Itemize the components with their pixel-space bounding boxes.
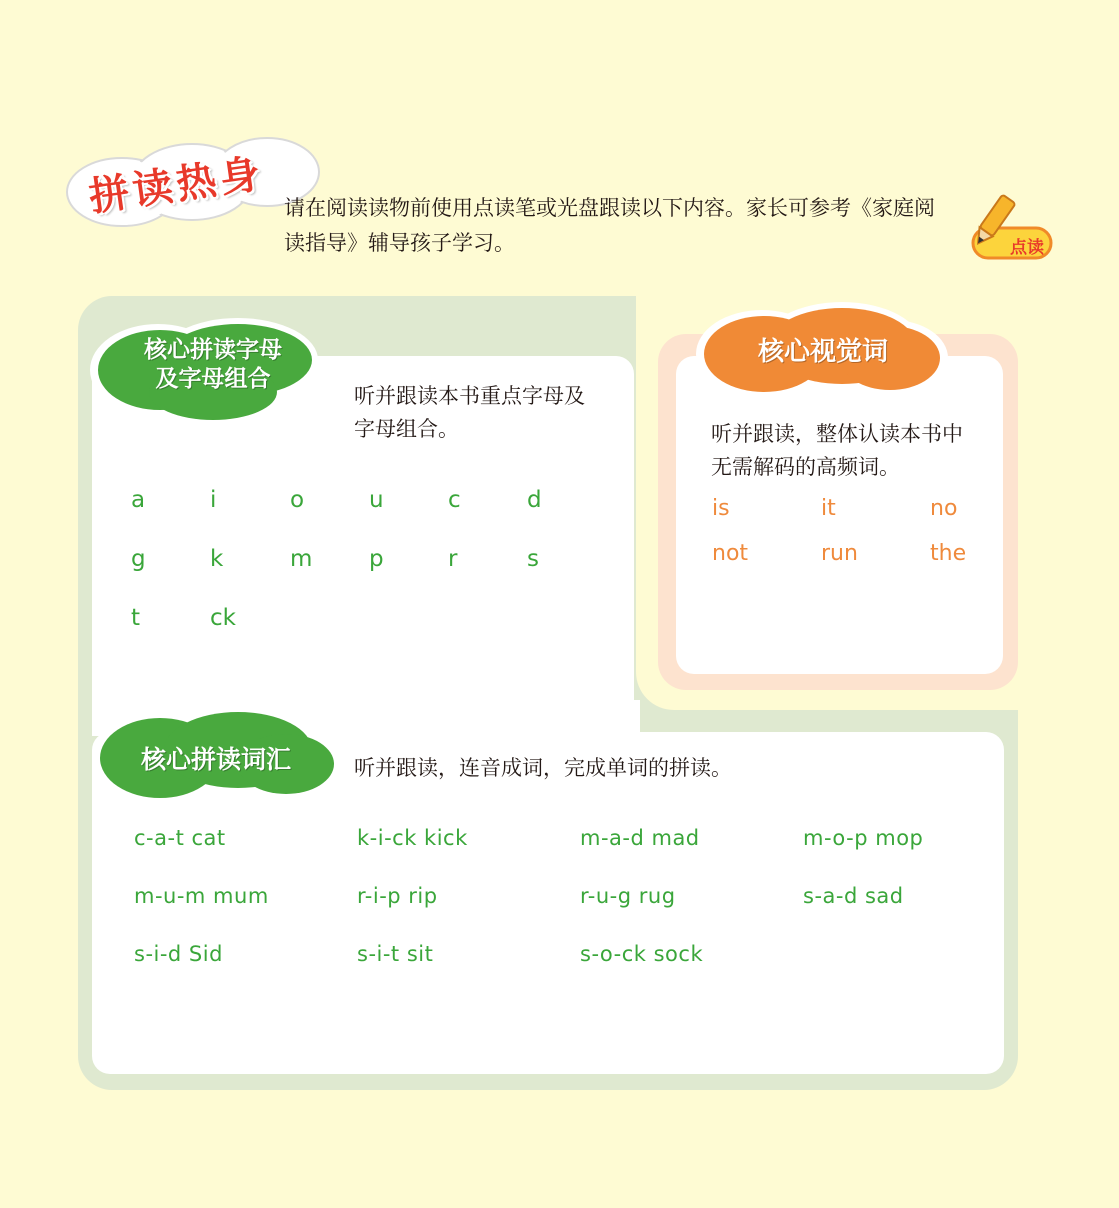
sight-word: not bbox=[712, 541, 749, 566]
vocab-word: k-i-ck kick bbox=[357, 826, 468, 850]
letter-item: s bbox=[527, 546, 539, 572]
vocab-word: r-i-p rip bbox=[357, 884, 438, 908]
sight-words-description bbox=[711, 418, 991, 484]
vocab-word: s-i-d Sid bbox=[134, 942, 223, 966]
letter-item: o bbox=[290, 487, 305, 513]
vocab-word: m-u-m mum bbox=[134, 884, 269, 908]
letter-item: ck bbox=[210, 605, 236, 631]
vocab-description: 听并跟读，连音成词，完成单词的拼读。 bbox=[354, 756, 732, 780]
letters-badge-line-1: 核心拼读字母 bbox=[144, 337, 282, 363]
vocab-badge bbox=[88, 700, 344, 812]
sight-word: the bbox=[930, 541, 967, 566]
intro-line-2: 读指导》辅导孩子学习。 bbox=[284, 231, 515, 255]
sight-desc-line-1: 听并跟读，整体认读本书中 bbox=[711, 422, 963, 446]
read-pen-button[interactable] bbox=[965, 192, 1057, 262]
letters-desc-line-2: 字母组合。 bbox=[354, 417, 459, 441]
letter-item: a bbox=[131, 487, 146, 513]
letter-item: g bbox=[131, 546, 146, 572]
pen-badge-label: 点读 bbox=[1010, 238, 1044, 258]
intro-text bbox=[284, 191, 974, 261]
letter-item: t bbox=[131, 605, 141, 631]
letter-item: k bbox=[210, 546, 224, 572]
sight-desc-line-2: 无需解码的高频词。 bbox=[711, 455, 900, 479]
letter-item: m bbox=[290, 546, 313, 572]
letter-item: u bbox=[369, 487, 384, 513]
vocab-word: r-u-g rug bbox=[580, 884, 676, 908]
letters-badge-line-2: 及字母组合 bbox=[155, 365, 271, 392]
sight-word: it bbox=[821, 496, 836, 521]
sight-word: run bbox=[821, 541, 858, 566]
sight-words-badge bbox=[692, 298, 954, 408]
letter-item: d bbox=[527, 487, 542, 513]
vocab-word: m-o-p mop bbox=[803, 826, 924, 850]
letter-item: p bbox=[369, 546, 384, 572]
page-title: 拼读热身 bbox=[86, 150, 267, 221]
intro-line-1: 请在阅读读物前使用点读笔或光盘跟读以下内容。家长可参考《家庭阅 bbox=[284, 196, 935, 220]
panel-join bbox=[600, 700, 640, 740]
letters-badge-label bbox=[108, 336, 318, 394]
letters-badge bbox=[88, 312, 338, 432]
vocab-word: s-a-d sad bbox=[803, 884, 904, 908]
letter-item: c bbox=[448, 487, 461, 513]
letter-item: i bbox=[210, 487, 217, 513]
vocab-word: c-a-t cat bbox=[134, 826, 226, 850]
vocab-word: m-a-d mad bbox=[580, 826, 700, 850]
sight-word: no bbox=[930, 496, 958, 521]
vocab-badge-label: 核心拼读词汇 bbox=[140, 745, 291, 774]
vocab-word: s-i-t sit bbox=[357, 942, 434, 966]
vocab-word: s-o-ck sock bbox=[580, 942, 704, 966]
letters-desc-line-1: 听并跟读本书重点字母及 bbox=[354, 384, 585, 408]
letters-description bbox=[354, 380, 614, 446]
sight-word: is bbox=[712, 496, 730, 521]
sight-words-badge-label: 核心视觉词 bbox=[757, 337, 888, 367]
letter-item: r bbox=[448, 546, 458, 572]
